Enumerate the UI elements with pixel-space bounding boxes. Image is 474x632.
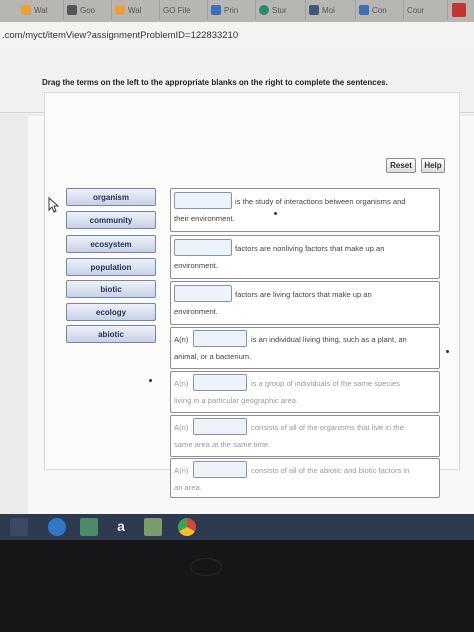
sentence-text: same area at the same time. xyxy=(174,440,271,449)
sentence-box xyxy=(170,458,440,498)
drop-blank[interactable] xyxy=(193,374,247,391)
sentence-box xyxy=(170,281,440,325)
drop-blank[interactable] xyxy=(193,461,247,478)
term-ecology[interactable]: ecology xyxy=(66,303,156,321)
sentence-box xyxy=(170,415,440,457)
sentence-text: their environment. xyxy=(174,214,235,223)
drop-blank[interactable] xyxy=(174,285,232,302)
mouse-cursor-icon xyxy=(48,197,60,213)
browser-tab[interactable]: Con xyxy=(356,0,404,20)
tab-favicon-icon xyxy=(359,5,369,15)
task-view-icon[interactable] xyxy=(10,518,28,536)
sentence-text: environment. xyxy=(174,261,218,270)
edge-browser-icon[interactable] xyxy=(48,518,66,536)
sentence-prefix: A(n) xyxy=(174,423,189,432)
browser-tab[interactable]: Wal xyxy=(112,0,160,20)
help-button[interactable]: Help xyxy=(421,158,445,173)
close-window-icon[interactable] xyxy=(452,3,466,17)
sentence-text: factors are nonliving factors that make up an xyxy=(235,244,385,253)
file-explorer-icon[interactable] xyxy=(80,518,98,536)
term-organism[interactable]: organism xyxy=(66,188,156,206)
sentence-box xyxy=(170,235,440,279)
term-population[interactable]: population xyxy=(66,258,156,276)
drop-blank[interactable] xyxy=(193,330,247,347)
sentence-text: consists of all of the organisms that live in the xyxy=(251,423,404,432)
sentence-box xyxy=(170,371,440,413)
browser-tab[interactable]: Cour xyxy=(404,0,448,20)
browser-tab[interactable]: Goo xyxy=(64,0,112,20)
drop-blank[interactable] xyxy=(193,418,247,435)
browser-tab-strip xyxy=(0,0,474,22)
sentence-text: consists of all of the abiotic and biotic factors in xyxy=(251,466,410,475)
sentence-prefix: A(n) xyxy=(174,335,189,344)
sentence-text: an area. xyxy=(174,483,202,492)
url-text: .com/myct/itemView?assignmentProblemID=122833210 xyxy=(2,30,239,41)
browser-tab[interactable]: Stur xyxy=(256,0,306,20)
term-biotic[interactable]: biotic xyxy=(66,280,156,298)
sentence-text: is a group of individuals of the same species xyxy=(251,379,401,388)
browser-tab[interactable]: Moi xyxy=(306,0,356,20)
term-community[interactable]: community xyxy=(66,211,156,229)
reset-button[interactable]: Reset xyxy=(386,158,416,173)
sentence-prefix: A(n) xyxy=(174,466,189,475)
screen-speck xyxy=(274,212,277,215)
chrome-browser-icon[interactable] xyxy=(178,518,196,536)
tab-favicon-icon xyxy=(211,5,221,15)
tab-favicon-icon xyxy=(67,5,77,15)
term-ecosystem[interactable]: ecosystem xyxy=(66,235,156,253)
sentence-text: is the study of interactions between organisms and xyxy=(235,197,406,206)
address-bar[interactable] xyxy=(0,22,474,49)
monitor-logo-icon xyxy=(190,558,222,576)
sentence-text: environment. xyxy=(174,307,218,316)
tab-favicon-icon xyxy=(21,5,31,15)
photos-app-icon[interactable] xyxy=(144,518,162,536)
windows-taskbar xyxy=(0,514,474,540)
screen-speck xyxy=(149,379,152,382)
sentence-box xyxy=(170,188,440,232)
tab-favicon-icon xyxy=(309,5,319,15)
drop-blank[interactable] xyxy=(174,192,232,209)
sentence-text: is an individual living thing, such as a plant, an xyxy=(251,335,407,344)
screen-speck xyxy=(446,350,449,353)
amazon-icon[interactable]: a xyxy=(117,518,125,534)
browser-tab[interactable]: Prin xyxy=(208,0,256,20)
browser-tab[interactable]: Wal xyxy=(18,0,64,20)
sentence-text: factors are living factors that make up an xyxy=(235,290,372,299)
tab-favicon-icon xyxy=(259,5,269,15)
sentence-text: animal, or a bacterium. xyxy=(174,352,252,361)
drop-blank[interactable] xyxy=(174,239,232,256)
instructions-text: Drag the terms on the left to the appropriate blanks on the right to complete the sentences. xyxy=(42,78,388,87)
sentence-box xyxy=(170,327,440,369)
term-abiotic[interactable]: abiotic xyxy=(66,325,156,343)
monitor-bezel xyxy=(0,540,474,632)
tab-favicon-icon xyxy=(115,5,125,15)
sentence-prefix: A(n) xyxy=(174,379,189,388)
sentence-text: living in a particular geographic area. xyxy=(174,396,299,405)
browser-tab[interactable]: GO File xyxy=(160,0,208,20)
